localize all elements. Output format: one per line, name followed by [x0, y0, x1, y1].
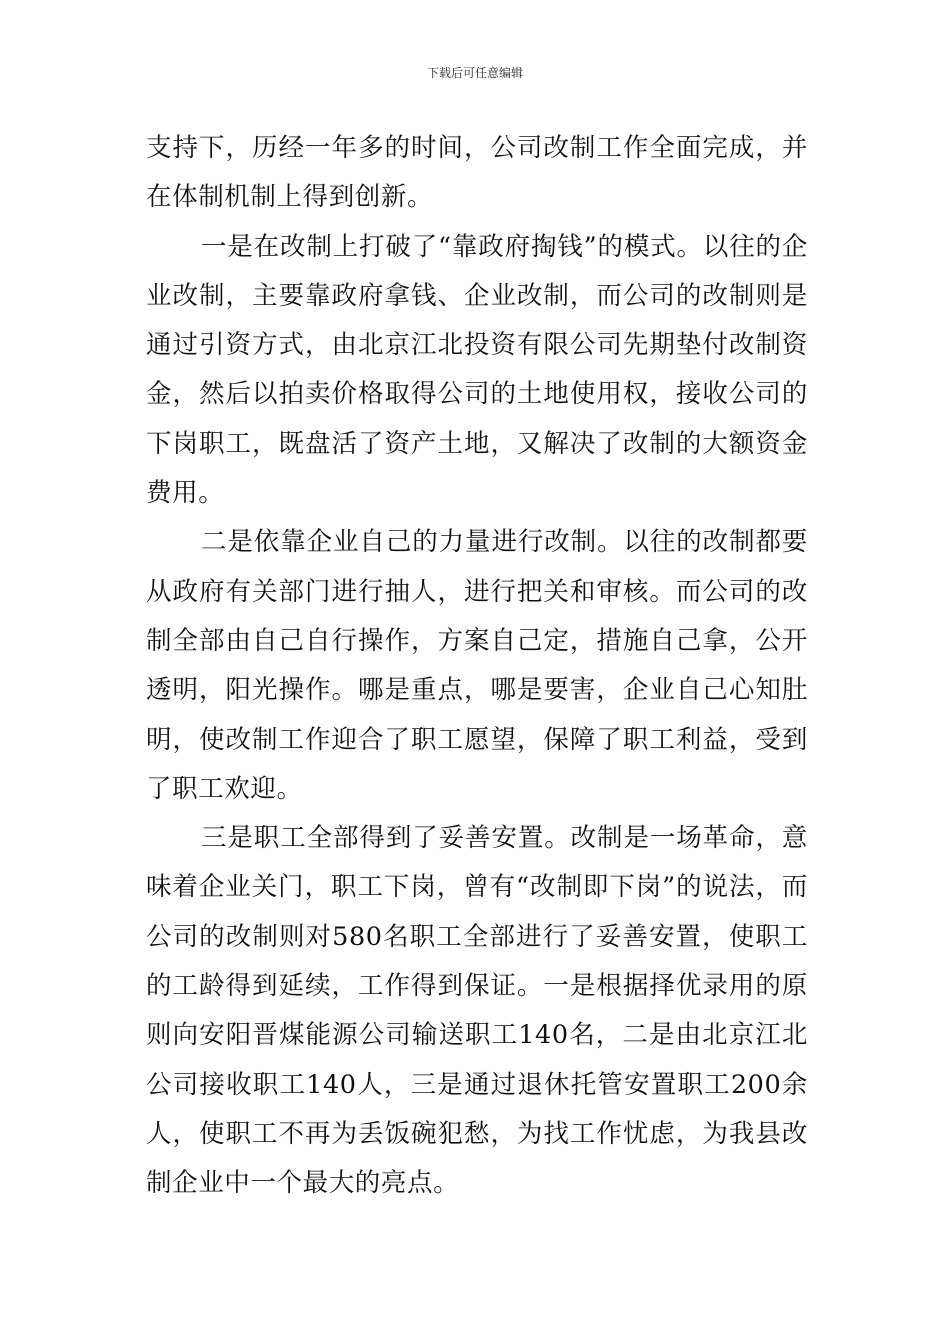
paragraph-point-one: 一是在改制上打破了“靠政府掏钱”的模式。以往的企业改制，主要靠政府拿钱、企业改制，而公司的改制则是通过引资方式，由北京江北投资有限公司先期垫付改制资金，然后以拍卖价格取得公司的土地使用权，接收公司的下岗职工，既盘活了资产土地，又解决了改制的大额资金费用。 — [146, 231, 808, 509]
paragraph-point-three: 三是职工全部得到了妥善安置。改制是一场革命，意味着企业关门，职工下岗，曾有“改制即下岗”的说法，而公司的改制则对580名职工全部进行了妥善安置，使职工的工龄得到延续，工作得到保证。一是根据择优录用的原则向安阳晋煤能源公司输送职工140名，二是由北京江北公司接收职工140人，三是通过退休托管安置职工200余人，使职工不再为丢饭碗犯愁，为找工作忧虑，为我县改制企业中一个最大的亮点。 — [146, 823, 808, 1199]
document-body — [146, 124, 808, 1209]
paragraph-point-two: 二是依靠企业自己的力量进行改制。以往的改制都要从政府有关部门进行抽人，进行把关和审核。而公司的改制全部由自己自行操作，方案自己定，措施自己拿，公开透明，阳光操作。哪是重点，哪是要害，企业自己心知肚明，使改制工作迎合了职工愿望，保障了职工利益，受到了职工欢迎。 — [146, 527, 808, 804]
paragraph-continuation: 支持下，历经一年多的时间，公司改制工作全面完成，并在体制机制上得到创新。 — [146, 133, 808, 213]
page-header: 下载后可任意编辑 — [426, 66, 523, 80]
